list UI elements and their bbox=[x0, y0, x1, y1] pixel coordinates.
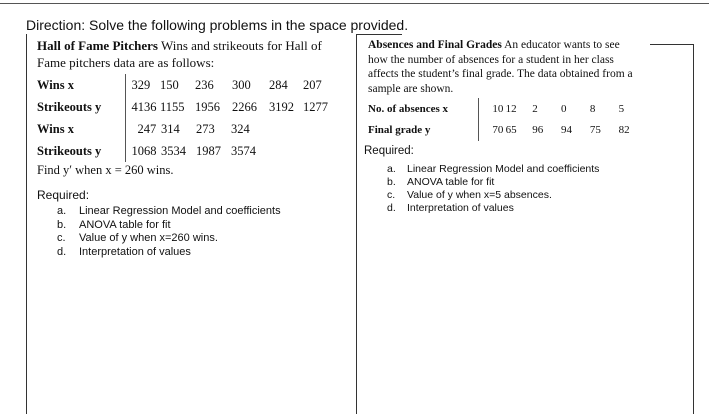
list-item-text: ANOVA table for fit bbox=[407, 176, 495, 188]
left-problem-intro bbox=[37, 37, 347, 71]
table-cell: 1155 bbox=[160, 99, 185, 114]
list-marker: c. bbox=[57, 232, 66, 244]
table-cell: 273 bbox=[196, 121, 215, 136]
table-row bbox=[37, 96, 333, 118]
list-item bbox=[57, 232, 281, 246]
table-cell: 65 bbox=[505, 124, 517, 136]
list-item-text: Value of y when x=5 absences. bbox=[407, 189, 552, 201]
table-cell: 284 bbox=[269, 77, 288, 92]
wins-label: Wins x bbox=[37, 77, 74, 92]
list-marker: d. bbox=[387, 202, 396, 214]
table-row bbox=[37, 140, 267, 162]
table-cell: 236 bbox=[195, 77, 214, 92]
table-cell: 12 bbox=[505, 102, 517, 115]
direction-heading: Direction: Solve the following problems in the space provided. bbox=[26, 17, 409, 33]
table-row bbox=[37, 118, 267, 140]
left-find-instruction: Find y′ when x = 260 wins. bbox=[37, 163, 174, 177]
list-item bbox=[387, 163, 599, 176]
list-item bbox=[387, 189, 599, 202]
table-cell: 82 bbox=[618, 124, 630, 136]
table-cell: 2266 bbox=[232, 99, 257, 114]
table-cell: 1277 bbox=[303, 99, 328, 114]
table-cell: 70 bbox=[479, 119, 506, 141]
strikeouts-label: Strikeouts y bbox=[37, 143, 102, 158]
table-cell: 5 bbox=[618, 102, 625, 115]
list-item-text: Interpretation of values bbox=[407, 202, 514, 214]
list-item bbox=[387, 202, 599, 215]
left-problem-title: Hall of Fame Pitchers bbox=[37, 38, 158, 53]
table-cell: 94 bbox=[561, 124, 573, 136]
list-marker: a. bbox=[57, 205, 67, 217]
right-top-tick bbox=[650, 44, 693, 45]
table-cell: 247 bbox=[125, 118, 161, 140]
right-problem-description: An educator wants to see how the number of absences for a student in her class affects the student’s final grade. The data obtained from a sample are shown. bbox=[368, 39, 633, 95]
list-marker: b. bbox=[57, 218, 67, 231]
list-marker: d. bbox=[57, 245, 67, 258]
table-cell: 3574 bbox=[231, 143, 256, 158]
list-item bbox=[57, 246, 281, 260]
strikeouts-label: Strikeouts y bbox=[37, 99, 102, 114]
table-cell: 10 bbox=[479, 98, 506, 119]
table-cell: 329 bbox=[125, 74, 160, 96]
list-item-text: Interpretation of values bbox=[79, 245, 191, 258]
right-data-table bbox=[368, 98, 640, 141]
table-cell: 150 bbox=[160, 77, 179, 92]
left-data-table-2 bbox=[37, 118, 267, 162]
left-problem-description: Wins and strikeouts for Hall of Fame pitchers data are as follows: bbox=[37, 38, 322, 70]
table-cell: 324 bbox=[231, 121, 250, 136]
table-row bbox=[368, 119, 640, 141]
list-marker: a. bbox=[387, 163, 396, 175]
list-item bbox=[57, 219, 281, 233]
list-item bbox=[387, 176, 599, 189]
table-cell: 3192 bbox=[269, 99, 294, 114]
table-row bbox=[37, 74, 333, 96]
table-cell: 1068 bbox=[125, 140, 161, 162]
right-problem-title: Absences and Final Grades bbox=[368, 39, 502, 51]
table-cell: 0 bbox=[561, 102, 567, 115]
right-required-label: Required: bbox=[364, 145, 414, 157]
table-cell: 314 bbox=[161, 121, 180, 136]
grade-label: Final grade y bbox=[368, 124, 431, 136]
list-item-text: Linear Regression Model and coefficients bbox=[79, 205, 281, 217]
table-cell: 96 bbox=[532, 124, 544, 136]
absences-label: No. of absences x bbox=[368, 102, 449, 115]
list-marker: c. bbox=[387, 189, 396, 201]
top-border-line bbox=[0, 3, 709, 4]
table-cell: 1956 bbox=[195, 99, 220, 114]
list-item-text: Linear Regression Model and coefficients bbox=[407, 163, 600, 175]
table-cell: 8 bbox=[589, 102, 596, 115]
table-cell: 75 bbox=[589, 124, 601, 136]
left-column-border bbox=[26, 34, 27, 414]
left-data-table-1 bbox=[37, 74, 333, 118]
list-item bbox=[57, 205, 281, 219]
right-problem-intro bbox=[368, 38, 640, 96]
wins-label: Wins x bbox=[37, 121, 74, 136]
table-cell: 207 bbox=[303, 77, 322, 92]
table-cell: 2 bbox=[532, 102, 538, 115]
table-cell: 1987 bbox=[196, 143, 221, 158]
right-column-border bbox=[693, 44, 694, 414]
table-cell: 3534 bbox=[161, 143, 186, 158]
list-item-text: Value of y when x=260 wins. bbox=[79, 232, 218, 244]
table-row bbox=[368, 98, 640, 119]
left-required-label: Required: bbox=[37, 188, 90, 202]
middle-column-divider bbox=[356, 34, 357, 414]
table-cell: 4136 bbox=[125, 96, 160, 118]
left-required-list bbox=[57, 205, 281, 259]
right-required-list bbox=[387, 163, 599, 215]
middle-top-tick bbox=[356, 34, 402, 35]
list-marker: b. bbox=[387, 176, 396, 188]
table-cell: 300 bbox=[232, 77, 251, 92]
list-item-text: ANOVA table for fit bbox=[79, 218, 171, 231]
